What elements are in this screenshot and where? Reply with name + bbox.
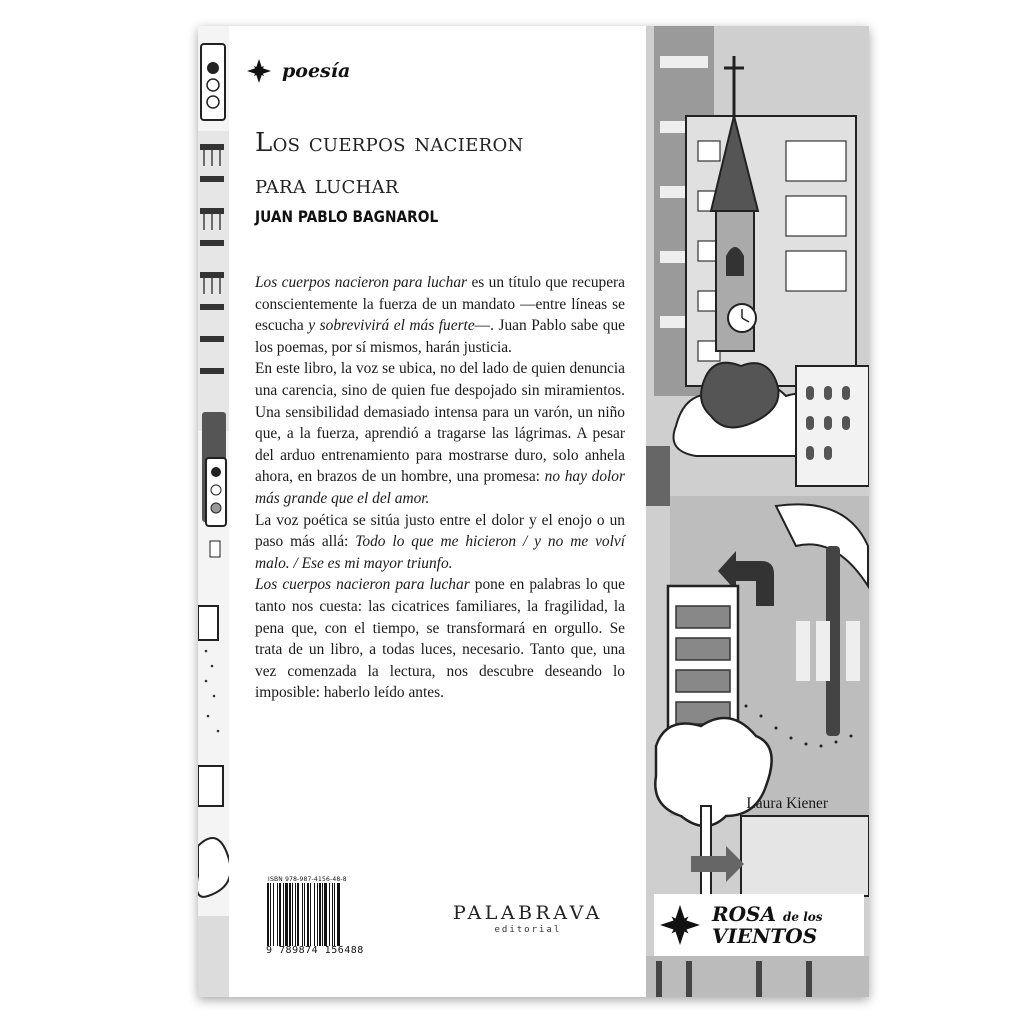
publisher-logo bbox=[453, 902, 603, 935]
blurb-text-run: —. Juan Pablo sabe que los poemas, por sí mismos, harán justicia. bbox=[255, 317, 625, 356]
series-label: poesía bbox=[282, 60, 351, 82]
book-author: JUAN PABLO BAGNAROL bbox=[255, 207, 439, 226]
blurb-paragraph bbox=[255, 510, 625, 575]
book-title bbox=[255, 122, 635, 206]
barcode-bar bbox=[317, 883, 318, 946]
barcode-bar bbox=[334, 883, 335, 946]
imprint-line1-small: de los bbox=[782, 909, 823, 924]
barcode-bar bbox=[337, 883, 340, 946]
barcode-bar bbox=[270, 883, 271, 946]
barcode-bar bbox=[322, 883, 323, 946]
blurb-text-run: En este libro, la voz se ubica, no del lado de quien denuncia una carencia, sino de quien fue despojado sin miramientos. Una sensibilidad demasiado intensa para un varón, un niño que, a la fuerza, aprendió a tragarse las lágrimas. A pesar del arduo entrenamiento para mostrarse duro, solo anhela ahora, en brazos de un hombre, una promesa: bbox=[255, 360, 625, 486]
barcode-bars bbox=[266, 883, 386, 946]
barcode-bar bbox=[279, 883, 281, 946]
isbn-barcode bbox=[266, 876, 391, 956]
barcode-bar bbox=[304, 883, 305, 946]
blurb-text bbox=[255, 272, 625, 704]
barcode-bar bbox=[292, 883, 293, 946]
blurb-text-run: es un título que recupera conscientemente la fuerza de un mandato —entre líneas se escucha bbox=[255, 274, 625, 335]
left-illustration-strip bbox=[198, 26, 229, 997]
isbn-label: ISBN 978-987-4156-48-8 bbox=[268, 876, 347, 883]
blurb-text-run: La voz poética se sitúa justo entre el dolor y el enojo o un paso más allá: bbox=[255, 511, 625, 551]
right-illustration-strip bbox=[646, 26, 869, 997]
city-illustration-left bbox=[198, 26, 229, 997]
blurb-emphasis: Todo lo que me hicieron / y no me volví malo. / Ese es mi mayor triunfo. bbox=[255, 533, 625, 572]
barcode-bar bbox=[277, 883, 278, 946]
barcode-bar bbox=[332, 883, 333, 946]
blurb-paragraph bbox=[255, 574, 625, 704]
book-back-cover bbox=[198, 26, 869, 997]
imprint-line2: VIENTOS bbox=[712, 923, 818, 948]
barcode-digits: 9 789874 156488 bbox=[266, 945, 364, 956]
blurb-emphasis: Los cuerpos nacieron para luchar bbox=[255, 274, 468, 291]
barcode-bar bbox=[329, 883, 330, 946]
imprint-line1: ROSA bbox=[712, 901, 777, 926]
publisher-subtitle: editorial bbox=[494, 925, 562, 935]
barcode-bar bbox=[302, 883, 303, 946]
barcode-bar bbox=[273, 883, 274, 946]
barcode-bar bbox=[307, 883, 309, 946]
barcode-bar bbox=[283, 883, 284, 946]
book-title-line: Los cuerpos nacieron bbox=[255, 128, 524, 158]
blurb-paragraph bbox=[255, 272, 625, 358]
barcode-bar bbox=[267, 883, 269, 946]
imprint-logo bbox=[654, 894, 864, 956]
blurb-emphasis: y sobrevivirá el más fuerte bbox=[308, 317, 475, 335]
barcode-bar bbox=[314, 883, 315, 946]
blurb-paragraph bbox=[255, 358, 625, 509]
barcode-bar bbox=[324, 883, 327, 946]
compass-star-icon bbox=[246, 58, 272, 84]
publisher-name: PALABRAVA bbox=[453, 902, 603, 924]
barcode-bar bbox=[285, 883, 288, 946]
blurb-emphasis: Los cuerpos nacieron para luchar bbox=[255, 576, 470, 594]
barcode-bar bbox=[319, 883, 321, 946]
barcode-bar bbox=[297, 883, 299, 946]
city-illustration-right bbox=[646, 26, 869, 997]
book-title-line: para luchar bbox=[255, 170, 399, 200]
blurb-text-run: pone en palabras lo que tanto nos cuesta: las cicatrices familiares, la fragilidad, la pena que, con el tiempo, se transformará en orgullo. Se trata de un libro, a todas luces, necesario. Tanto que, una vez comenzada la lectura, nos descubre deseando lo imposible: haberlo leído antes. bbox=[255, 576, 625, 702]
blurb-emphasis: no hay dolor más grande que el del amor. bbox=[255, 468, 625, 507]
blurb-attribution: Laura Kiener bbox=[746, 795, 828, 812]
barcode-bar bbox=[310, 883, 311, 946]
barcode-bar bbox=[295, 883, 296, 946]
compass-star-icon bbox=[658, 903, 702, 947]
series-mark bbox=[246, 58, 350, 84]
barcode-bar bbox=[289, 883, 291, 946]
